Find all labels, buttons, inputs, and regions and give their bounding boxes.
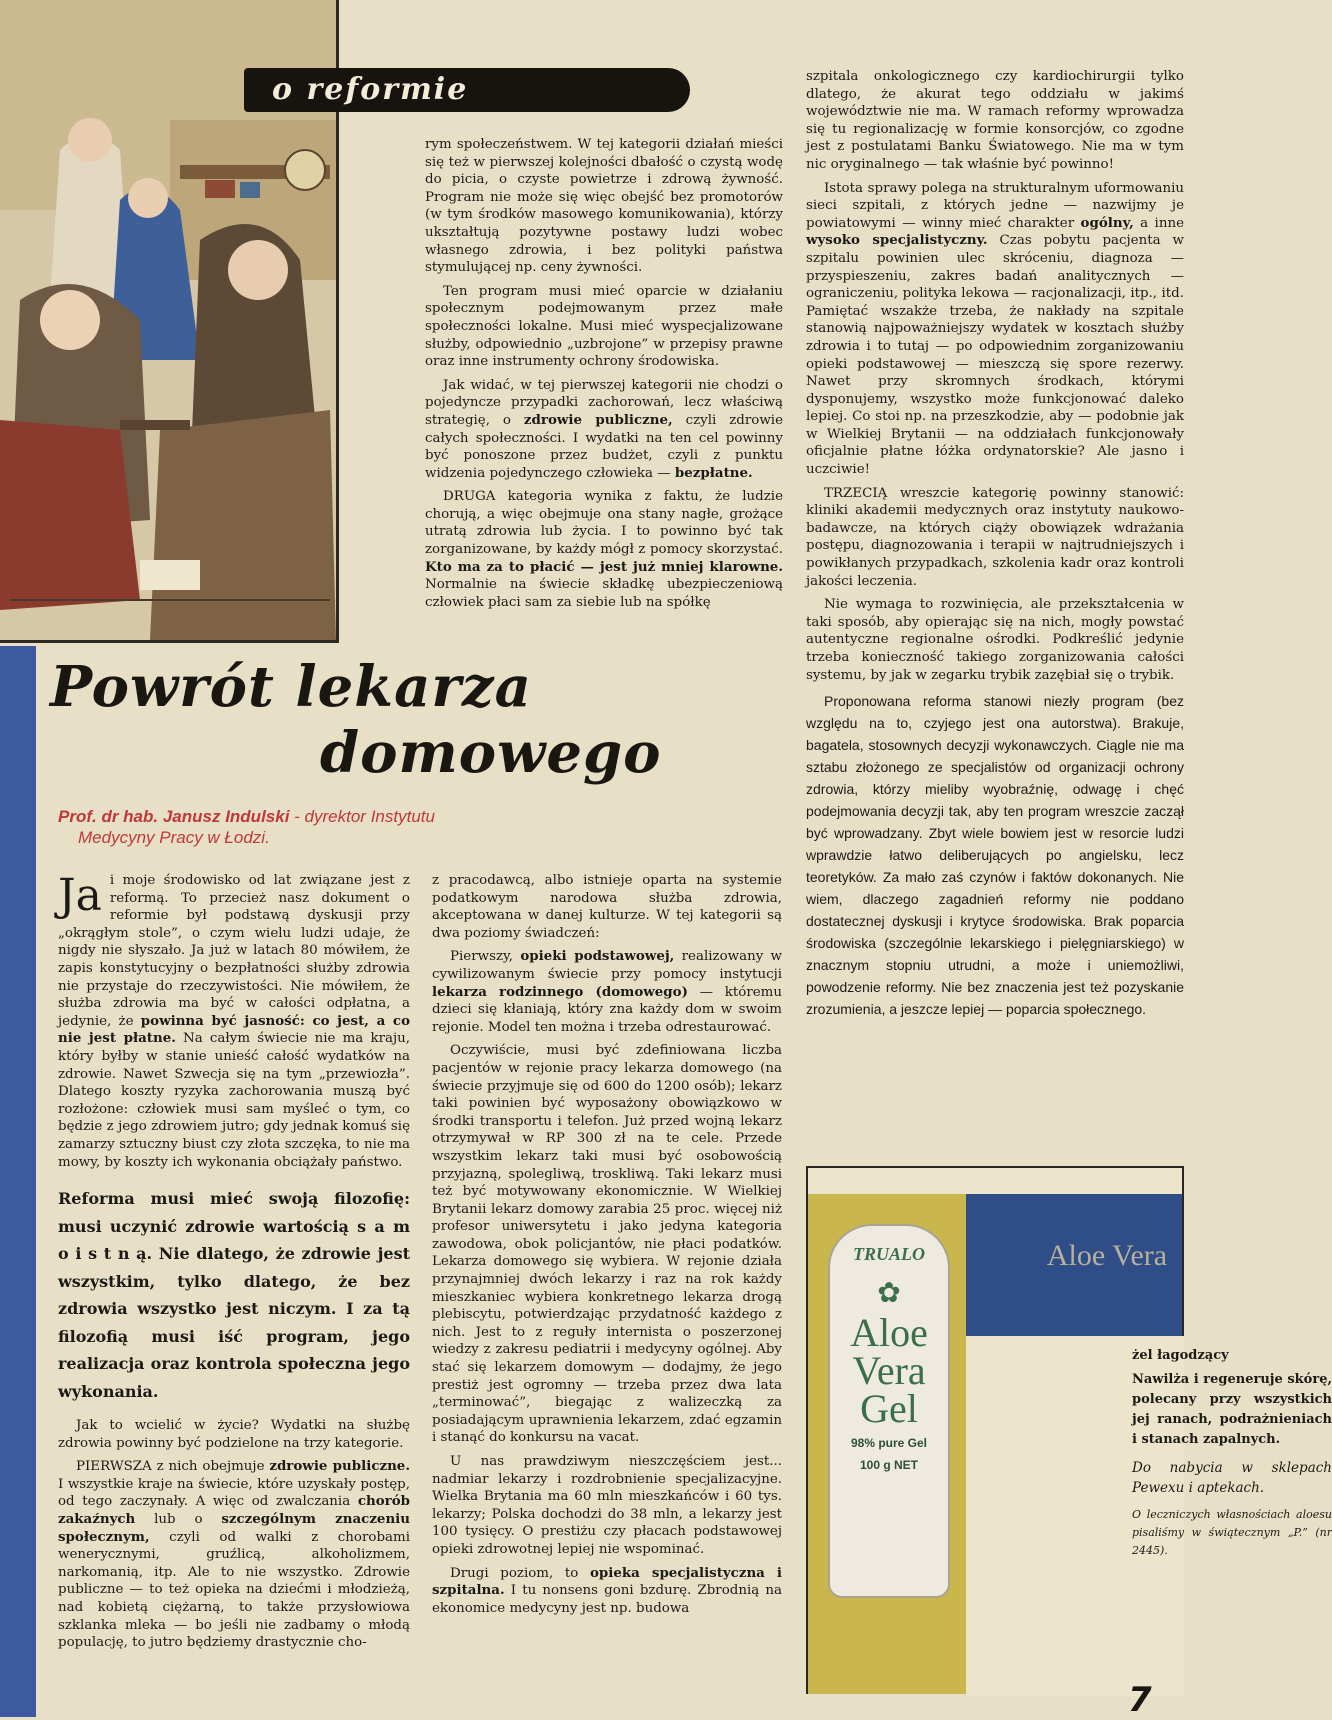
article-column-1 — [58, 872, 410, 1652]
paragraph: DRUGA kategoria wynika z faktu, że ludzie chorują, a więc obejmuje ona stany nagłe, grożące utratą zdrowia lub życia. I to powinno być tak zorganizowane, by każdy mógł z pomocy skorzystać. Kto ma za to płacić — jest już mniej klarowne. Normalnie na świecie składkę ubezpieczeniową człowiek płaci sam za siebie lub na spółkę — [425, 489, 783, 610]
section-banner: o reformie — [244, 68, 690, 112]
author-institution: Medycyny Pracy w Łodzi. — [78, 828, 270, 847]
article-column-2-top — [425, 136, 783, 611]
paragraph: Ten program musi mieć oparcie w działaniu społecznym podejmowanym przez małe społeczności lokalne. Musi mieć wyspecjalizowane służby, odpowiednio „uzbrojone” w przepisy prawne oraz inne instrumenty ochrony środowiska. — [425, 283, 783, 370]
byline — [58, 806, 468, 848]
blue-side-strip — [0, 646, 36, 1717]
drop-cap: Ja — [58, 870, 102, 921]
aloe-leaf-icon: ✿ — [877, 1276, 901, 1309]
ad-body: Nawilża i regeneruje skórę, polecany przy wszystkich jej ranach, podrażnieniach i stanach zapalnych. — [1132, 1372, 1332, 1447]
paragraph: U nas prawdziwym nieszczęściem jest... nadmiar lekarzy i rozdrobnienie specjalizacyjne. Wielka Brytania ma 60 mln mieszkańców i 60 tys. lekarzy; Polska dochodzi do 38 mln, a lekarzy jest 100 tysięcy. O prestiżu czy płacach podstawowej opieki zdrowotnej lepiej nie wspominać. — [432, 1454, 782, 1557]
headline-line-1: Powrót lekarza — [50, 654, 532, 720]
gel-tube — [828, 1224, 950, 1598]
paragraph: szpitala onkologicznego czy kardiochirurgii tylko dlatego, że akurat tego oddziału w jakimś województwie nie ma. W ramach reformy wprowadza się tu regionalizację w formie konsorcjów, co zgodne jest z postulatami Banku Światowego. Nie ma w tym nic oryginalnego — tak właśnie być powinno! — [806, 69, 1184, 172]
ad-brand-script: Aloe Vera — [1046, 1239, 1168, 1272]
ad-text-panel — [966, 1336, 1332, 1696]
article-column-3 — [806, 68, 1184, 1020]
tube-net-weight: 100 g NET — [859, 1458, 919, 1472]
aloe-vera-advertisement — [806, 1166, 1332, 1694]
headline-line-2: domowego — [320, 720, 662, 786]
paragraph: Proponowana reforma stanowi niezły program (bez względu na to, czyjego jest ona autorstwa). Brakuje, bagatela, stosownych decyzji wykonawczych. Ciągle nie ma sztabu złożonego ze specjalistów od organizacji ochrony zdrowia, którzy mieliby wyobraźnię, odwagę i chęć podejmowania decyzji tak, aby ten program wreszcie zaczął być wprowadzany. Zbyt wiele bowiem jest w resorcie ludzi wprawdzie łatwo deliberujących po angielsku, lecz teoretyków. Za mało zaś czynów i faktów dokonanych. Nie wiem, dlaczego zagadnień reformy nie poddano dostatecznej dyskusji i krytyce środowiska. Brak poparcia środowiska (szczególnie lekarskiego i pielęgniarskiego) w znacznym stopniu utrudni, a może i uniemożliwi, powodzenie reformy. Nie bez znaczenia jest też pozyskanie zrozumienia, a jeszcze lepiej — poparcia społecznego. — [806, 693, 1184, 1018]
paragraph: TRZECIĄ wreszcie kategorię powinny stanowić: kliniki akademii medycznych oraz instytuty naukowo-badawcze, na których ciąży obowiązek wdrażania postępu, diagnozowania i terapii w najtrudniejszych i powikłanych przypadkach, szkolenia kadr oraz kontroli jakości leczenia. — [806, 485, 1184, 589]
paragraph: Oczywiście, musi być zdefiniowana liczba pacjentów w rejonie pracy lekarza domowego (na świecie przyjmuje się od 600 do 1200 osób); lekarz taki powinien być wyposażony obowiązkowo w środki transportu i telefon. Już przed wojną lekarz otrzymywał w RP 300 zł na te cele. Przede wszystkim lekarz taki musi być osobowością przyjazną, spolegliwą, troskliwą. Taki lekarz musi też być motywowany ekonomicznie. W Wielkiej Brytanii lekarz domowy zarabia 25 proc. więcej niż profesor uniwersytetu i jako jedyna kategoria zawodowa, obok policjantów, nie płaci podatków. Lekarza domowego się wybiera. W rejonie działa przynajmniej dwóch lekarzy i raz na rok każdy mieszkaniec wybiera konkretnego lekarza drogą plebiscytu, potwierdzając przydatność każdego z nich. Jest to z reguły internista o poszerzonej wiedzy z zakresu pediatrii i medycyny ogólnej. Aby stać się lekarzem domowym — dodajmy, że jego prestiż jest ogromny — trzeba przez dwa lata „terminować”, biegając z walizeczką za posiadającym uprawnienia lekarzem, zdać egzamin i stanąć do konkursu na vacat. — [432, 1043, 782, 1446]
author-role: - dyrektor Instytutu — [294, 807, 435, 826]
paragraph: z pracodawcą, albo istnieje oparta na systemie podatkowym narodowa służba zdrowia, akceptowana w danej kulturze. W tej kategorii są dwa poziomy świadczeń: — [432, 873, 782, 941]
tube-product-name: Aloe Vera Gel — [850, 1310, 928, 1431]
tube-brand: TRUALO — [853, 1244, 925, 1264]
ad-where-to-buy: Do nabycia w sklepach Pewexu i aptekach. — [1132, 1460, 1332, 1496]
page-number: 7 — [1128, 1680, 1152, 1720]
paragraph: Pierwszy, opieki podstawowej, realizowany w cywilizowanym świecie przy pomocy instytucji lekarza rodzinnego (domowego) — któremu dzieci się kłaniają, który zna każdy dom w swoim rejonie. Model ten można i trzeba odrestaurować. — [432, 948, 782, 1035]
tube-percent: 98% pure Gel — [850, 1436, 928, 1450]
author-name: Prof. dr hab. Janusz Indulski — [58, 807, 290, 826]
intro-paragraph: Ja i moje środowisko od lat związane jest z reformą. To przecież nasz dokument o reformie był podstawą dyskusji przy „okrągłym stole”, o czym wielu ludzi udaje, że nigdy nie słyszało. Ja już w latach 80 mówiłem, że zapis konstytucyjny o bezpłatności służby zdrowia nie przystaje do rzeczywistości. Nie mówiłem, że służba zdrowia ma być w całości odpłatna, a jedynie, że powinna być jasność: co jest, a co nie jest płatne. Na całym świecie nie ma kraju, który byłby w stanie unieść całość wydatków na zdrowie. Nawet Szwecja się na tym „przewiozła”. Dlatego koszty ryzyka zachorowania muszą być rozłożone: człowiek musi sam myśleć o tym, co będzie z jego zdrowiem jutro; gdy jednak komuś się zamarzy sztuczny biust czy złota szczęka, to nie ma mowy, by koszty ich wykonania obciążały państwo. — [58, 870, 410, 1170]
ad-reference: O leczniczych własnościach aloesu pisaliśmy w świątecznym „P.” (nr 2445). — [1132, 1508, 1332, 1557]
ad-heading: żel łagodzący — [1132, 1348, 1229, 1363]
ad-copy — [1132, 1346, 1332, 1560]
paragraph: Jak to wcielić w życie? Wydatki na służbę zdrowia powinny być podzielone na trzy kategorie. — [58, 1418, 410, 1451]
paragraph: Drugi poziom, to opieka specjalistyczna i szpitalna. I tu nonsens goni bzdurę. Zbrodnią na ekonomice medycyny jest np. budowa — [432, 1564, 782, 1616]
paragraph: Istota sprawy polega na strukturalnym uformowaniu sieci szpitali, z których jedne — nazwijmy je powiatowymi — winny mieć charakter ogólny, a inne wysoko specjalistyczny. Czas pobytu pacjenta w szpitalu powinien ulec skróceniu, diagnoza — przyspieszeniu, zakres badań analitycznych — ograniczeniu, polityka lekowa — racjonalizacji, itp., itd. Pamiętać wszakże trzeba, że nakłady na szpitale stanowią najpoważniejszy wydatek w kosztach służby zdrowia i to tutaj — po odpowiednim zorganizowaniu opieki podstawowej — mieszczą się spore rezerwy. Nawet przy skromnych środkach, którymi dysponujemy, wszystko może funkcjonować daleko lepiej. Co stoi np. na przeszkodzie, aby — podobnie jak w Wielkiej Brytanii — na oddziałach funkcjonowały oficjalnie płatne łóżka ordynatorskie? Ale jasno i uczciwie! — [806, 180, 1185, 478]
article-column-2-bottom — [432, 872, 782, 1617]
paragraph: Nie wymaga to rozwinięcia, ale przekształcenia w taki sposób, aby opierając się na nich, mogły powstać autentyczne regionalne ośrodki. Podkreślić jedynie trzeba konieczność takiego zorganizowania całości systemu, by jak w zegarku trybik zazębiał się o trybik. — [806, 597, 1184, 683]
ad-top-band — [808, 1168, 1182, 1194]
paragraph: rym społeczeństwem. W tej kategorii działań mieści się też w pierwszej kolejności dbałość o czystą wodę do picia, o czyste powietrze i zdrową żywność. Program nie może się więc obejść bez promotorów (w tym środków masowego komunikowania), którzy ukształtują pozytywne postawy ludzi wobec własnego zdrowia, i bez polityki państwa stymulującej np. ceny żywności. — [425, 137, 783, 276]
paragraph: PIERWSZA z nich obejmuje zdrowie publiczne. I wszystkie kraje na świecie, które uzyskały postęp, od tego zaczynały. A więc od zwalczania chorób zakaźnych lub o szczególnym znaczeniu społecznym, czyli od walki z chorobami wenerycznymi, gruźlicą, alkoholizmem, narkomanią, itp. Ale to nie wszystko. Zdrowie publiczne — to też opieka na dziećmi i młodzieżą, nad kobietą ciężarną, to także przysłowiowa szklanka mleka — bo jeśli nie zadbamy o młodą populację, to jutro będziemy drastycznie cho- — [58, 1458, 410, 1651]
article-headline — [50, 656, 710, 786]
pull-quote: Reforma musi mieć swoją filozofię: musi uczynić zdrowie wartością s a m o i s t n ą. Nie dlatego, że zdrowie jest wszystkim, tylko dlatego, że bez zdrowia wszystko jest niczym. I za tą filozofią musi iść program, jego realizacja oraz kontrola społeczna jego wykonania. — [58, 1189, 410, 1401]
paragraph: Jak widać, w tej pierwszej kategorii nie chodzi o pojedyncze przypadki zachorowań, lecz właściwą strategię, o zdrowie publiczne, czyli zdrowie całych społeczności. I wydatki na ten cel powinny być ponoszone przez budżet, czyli z punktu widzenia pojedynczego człowieka — bezpłatne. — [425, 377, 783, 481]
